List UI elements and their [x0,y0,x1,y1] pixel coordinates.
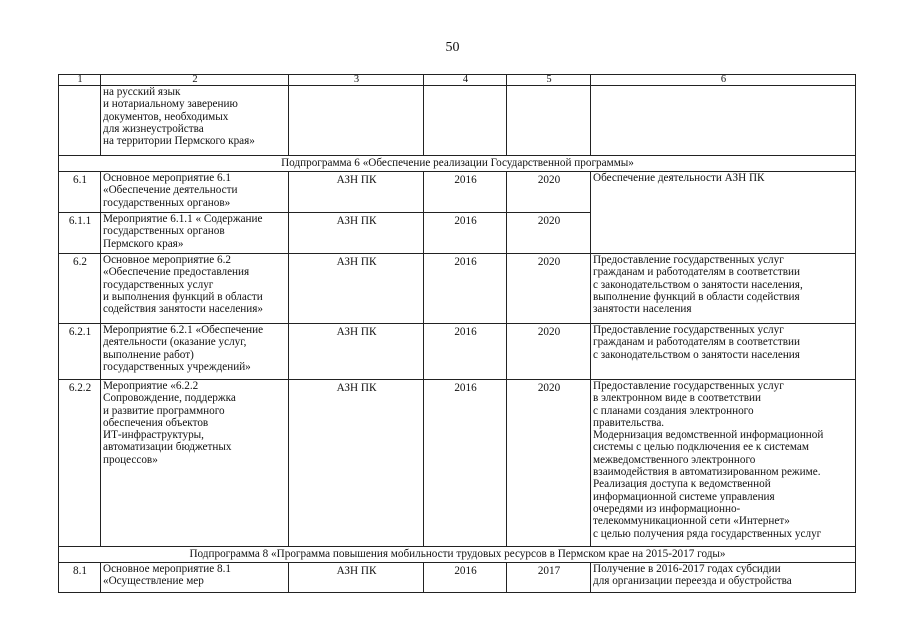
text-line: и нотариальному заверению [103,98,238,111]
start-year [424,86,507,156]
responsible-executor: АЗН ПК [289,324,424,380]
column-header: 2 [101,75,289,86]
text-line: на территории Пермского края» [103,135,255,148]
column-header: 1 [59,75,101,86]
expected-result [591,324,856,380]
column-header: 5 [507,75,591,86]
expected-result [591,172,856,254]
text-line: «Обеспечение предоставления [103,266,250,279]
responsible-executor: АЗН ПК [289,213,424,254]
activity-name [101,86,289,156]
responsible-executor: АЗН ПК [289,172,424,213]
column-number-header-row [59,75,856,86]
responsible-executor [289,86,424,156]
text-line: Реализация доступа к ведомственной [593,478,771,491]
text-line: с планами создания электронного [593,404,754,417]
text-line: государственных учреждений» [103,360,251,373]
text-line: «Осуществление мер [103,575,204,588]
activities-table [58,74,856,593]
subprogram-row [59,547,856,563]
text-line: очередями из информационно- [593,502,741,515]
text-line: межведомственного электронного [593,453,756,466]
text-line: Предоставление государственных услуг [593,324,784,336]
column-header: 3 [289,75,424,86]
text-line: телекоммуникационной сети «Интернет» [593,515,790,528]
activity-name [101,324,289,380]
text-line: информационной системе управления [593,490,775,503]
text-line: и выполнения функций в области [103,290,263,303]
expected-result [591,86,856,156]
text-line: с законодательством о занятости населения [593,348,800,361]
text-line: документов, необходимых [103,110,229,123]
end-year: 2020 [507,380,591,547]
item-number [59,86,101,156]
start-year: 2016 [424,172,507,213]
text-line: процессов» [103,453,158,466]
responsible-executor: АЗН ПК [289,254,424,324]
start-year: 2016 [424,254,507,324]
text-line: с законодательством о занятости населения, [593,278,803,291]
table-row [59,563,856,593]
table-row [59,172,856,213]
text-line: правительства. [593,416,665,429]
text-line: занятости населения [593,303,692,316]
text-line: Основное мероприятие 8.1 [103,563,231,575]
text-line: обеспечения объектов [103,416,209,429]
item-number: 6.1 [59,172,101,213]
end-year: 2020 [507,324,591,380]
text-line: системы с целью подключения ее к системам [593,441,809,454]
start-year: 2016 [424,380,507,547]
text-line: Сопровождение, поддержка [103,392,236,405]
text-line: Обеспечение деятельности АЗН ПК [593,172,765,184]
end-year [507,86,591,156]
text-line: гражданам и работодателям в соответствии [593,336,800,349]
item-number: 6.1.1 [59,213,101,254]
text-line: выполнение работ) [103,348,194,361]
text-line: Предоставление государственных услуг [593,380,784,392]
text-line: взаимодействия в автоматизированном режиме. [593,466,821,479]
column-header: 6 [591,75,856,86]
activity-name [101,254,289,324]
text-line: «Обеспечение деятельности [103,184,238,197]
item-number: 6.2.2 [59,380,101,547]
text-line: государственных органов [103,225,225,238]
text-line: Основное мероприятие 6.1 [103,172,231,184]
text-line: государственных услуг [103,278,214,291]
table-row [59,86,856,156]
text-line: государственных органов» [103,196,231,209]
text-line: ИТ-инфраструктуры, [103,429,204,442]
expected-result [591,563,856,593]
text-line: Получение в 2016-2017 годах субсидии [593,563,781,575]
table-row [59,254,856,324]
end-year: 2020 [507,213,591,254]
table-row [59,380,856,547]
activity-name [101,380,289,547]
item-number: 6.2.1 [59,324,101,380]
text-line: для жизнеустройства [103,122,204,135]
text-line: с целью получения ряда государственных услуг [593,527,822,540]
text-line: Основное мероприятие 6.2 [103,254,231,266]
text-line: в электронном виде в соответствии [593,392,761,405]
end-year: 2017 [507,563,591,593]
responsible-executor: АЗН ПК [289,380,424,547]
start-year: 2016 [424,563,507,593]
responsible-executor: АЗН ПК [289,563,424,593]
text-line: деятельности (оказание услуг, [103,336,247,349]
item-number: 8.1 [59,563,101,593]
start-year: 2016 [424,213,507,254]
text-line: Пермского края» [103,237,184,250]
column-header: 4 [424,75,507,86]
text-line: содействия занятости населения» [103,303,264,316]
item-number: 6.2 [59,254,101,324]
text-line: выполнение функций в области содействия [593,290,800,303]
text-line: Модернизация ведомственной информационной [593,429,824,442]
activity-name [101,563,289,593]
text-line: Мероприятие «6.2.2 [103,380,199,392]
end-year: 2020 [507,254,591,324]
expected-result [591,254,856,324]
text-line: гражданам и работодателям в соответствии [593,266,800,279]
page-number: 50 [445,40,460,55]
subprogram-title: Подпрограмма 6 «Обеспечение реализации Государственной программы» [59,156,856,172]
text-line: Мероприятие 6.1.1 « Содержание [103,213,263,225]
text-line: автоматизации бюджетных [103,441,232,454]
text-line: Предоставление государственных услуг [593,254,784,266]
activity-name [101,213,289,254]
subprogram-title: Подпрограмма 8 «Программа повышения мобильности трудовых ресурсов в Пермском крае на 2015-2017 годы» [59,547,856,563]
expected-result [591,380,856,547]
text-line: на русский язык [103,86,181,98]
text-line: и развитие программного [103,404,225,417]
end-year: 2020 [507,172,591,213]
start-year: 2016 [424,324,507,380]
text-line: для организации переезда и обустройства [593,575,792,588]
subprogram-row [59,156,856,172]
table-row [59,324,856,380]
text-line: Мероприятие 6.2.1 «Обеспечение [103,324,264,336]
activity-name [101,172,289,213]
